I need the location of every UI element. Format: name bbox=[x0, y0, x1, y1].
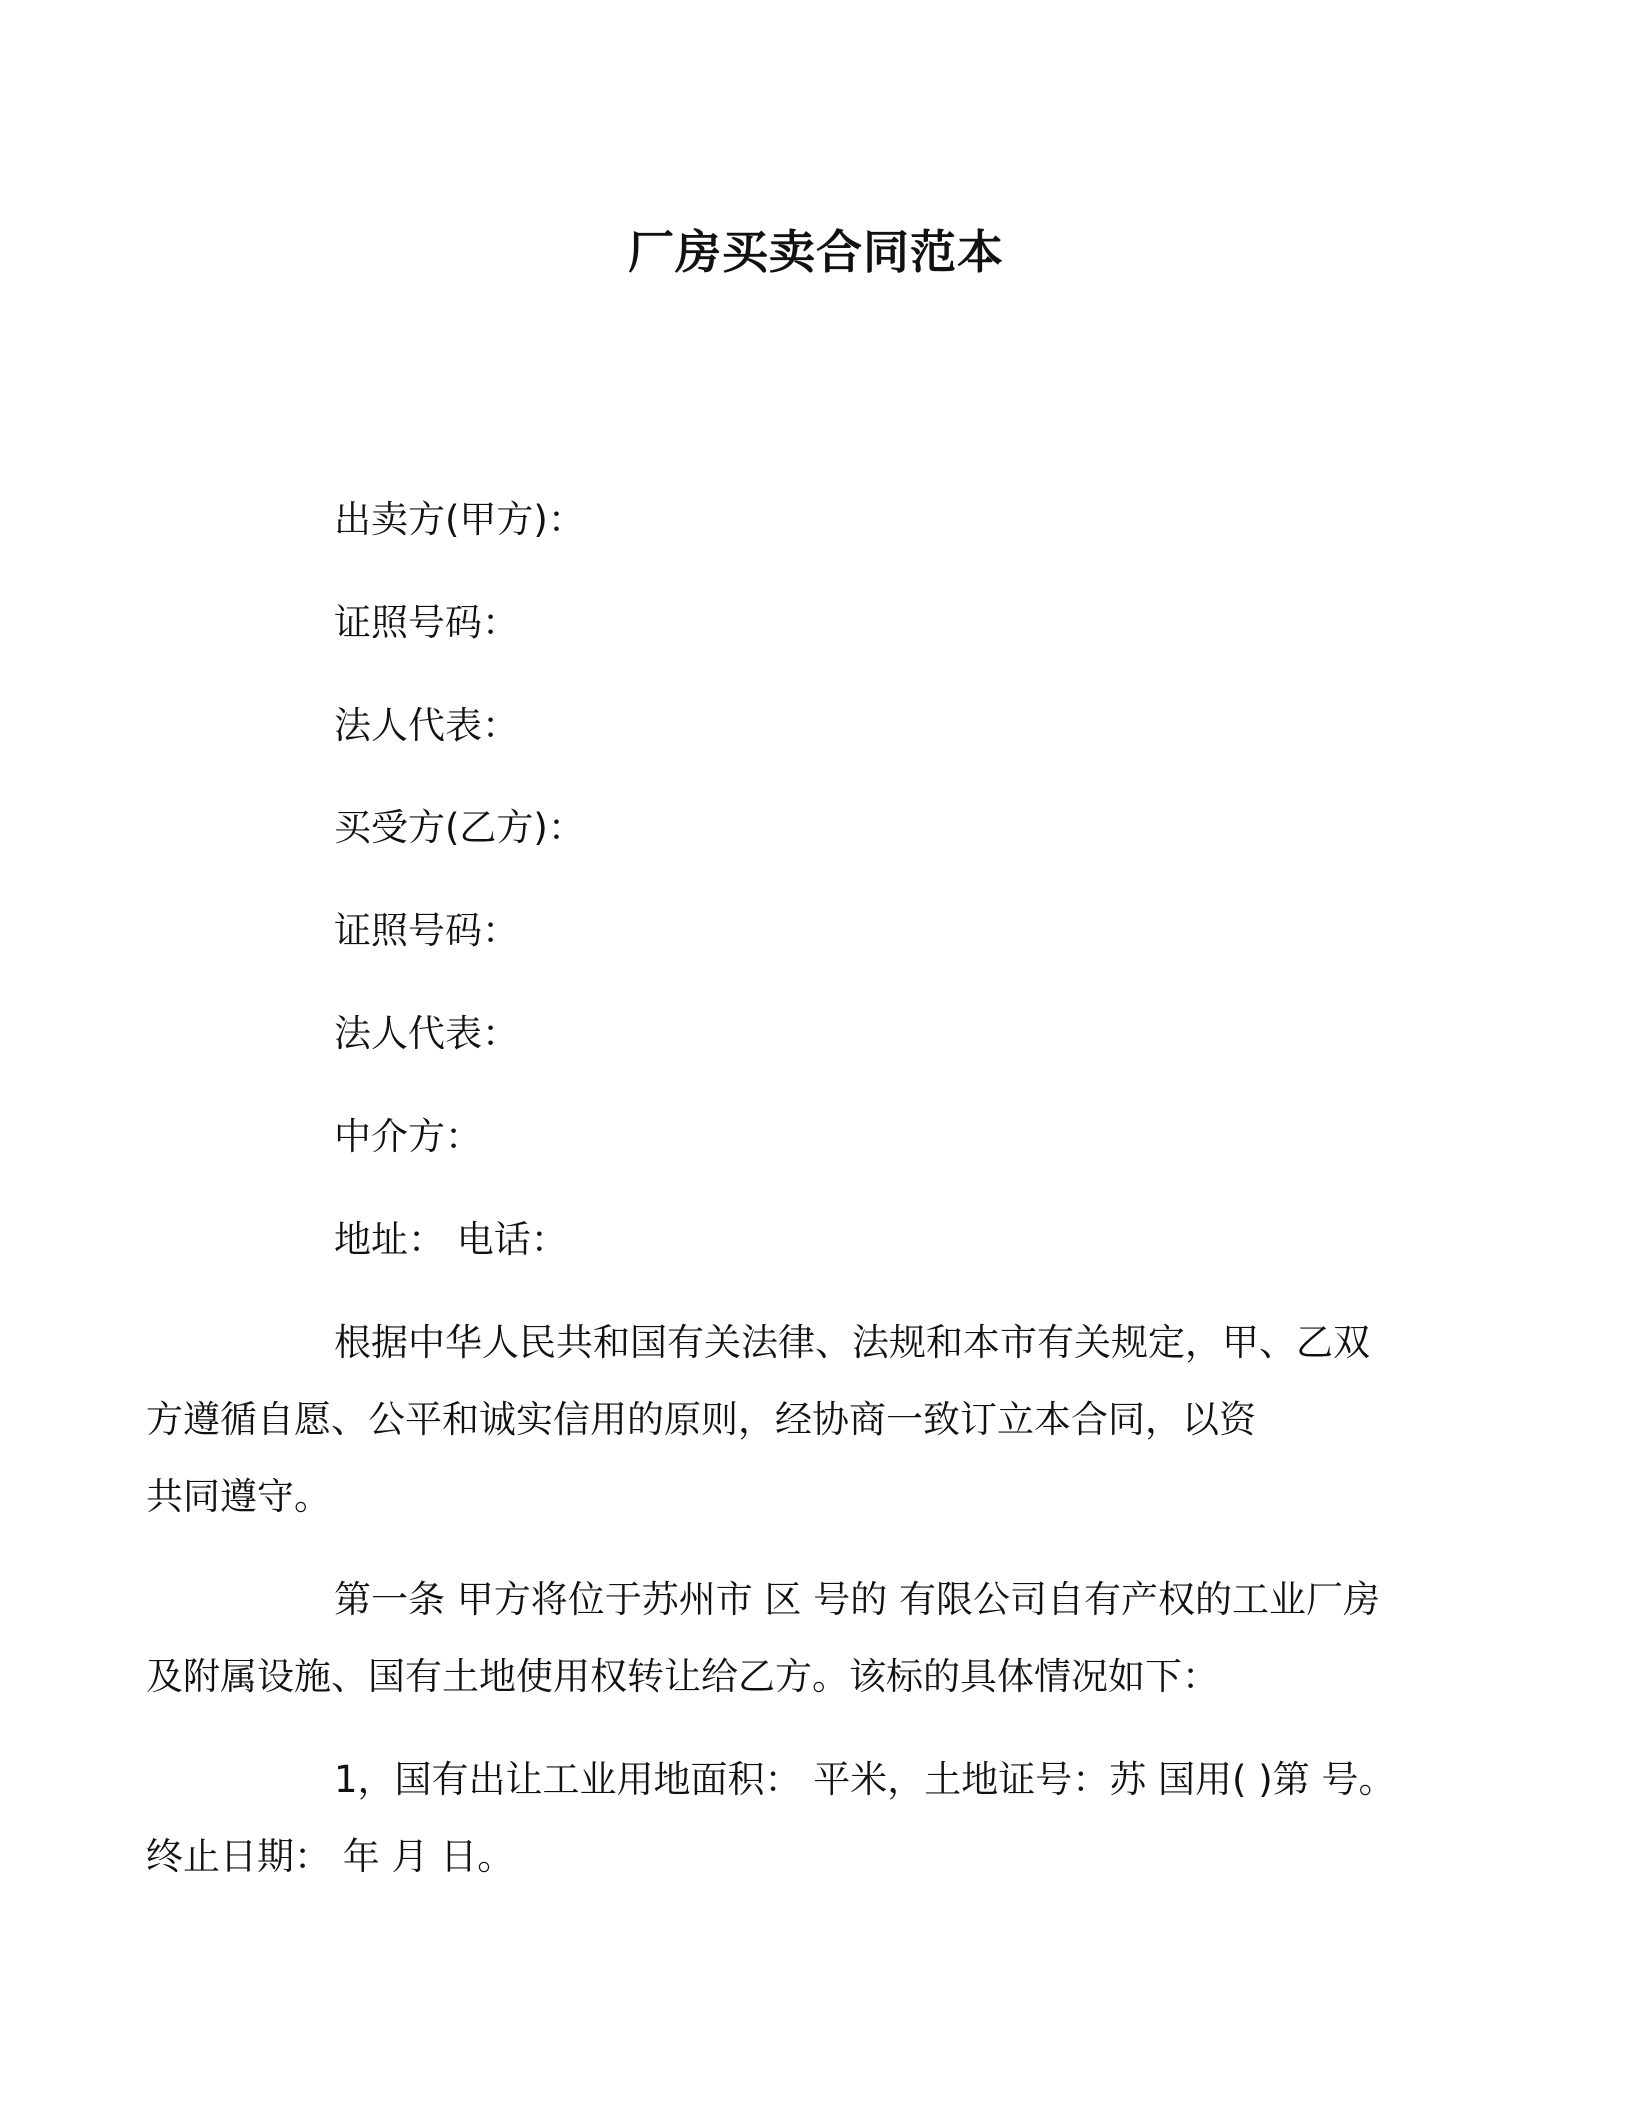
buyer-license-label: 证照号码： bbox=[334, 909, 519, 952]
item1-line: 终止日期： 年 月 日。 bbox=[146, 1835, 515, 1878]
seller-label: 出卖方(甲方)： bbox=[334, 498, 585, 541]
preamble-line: 共同遵守。 bbox=[146, 1475, 331, 1518]
preamble-line: 根据中华人民共和国有关法律、法规和本市有关规定，甲、乙双 bbox=[334, 1321, 1370, 1364]
seller-license-label: 证照号码： bbox=[334, 601, 519, 644]
document-title: 厂房买卖合同范本 bbox=[628, 225, 1004, 279]
article1-paragraph bbox=[146, 1561, 1381, 1715]
seller-legal-rep-label: 法人代表： bbox=[334, 704, 519, 747]
article1-line: 及附属设施、国有土地使用权转让给乙方。该标的具体情况如下： bbox=[146, 1655, 1219, 1698]
buyer-legal-rep-label: 法人代表： bbox=[334, 1012, 519, 1055]
item1-paragraph bbox=[146, 1741, 1396, 1895]
preamble-paragraph bbox=[146, 1304, 1380, 1535]
preamble-line: 方遵循自愿、公平和诚实信用的原则，经协商一致订立本合同，以资 bbox=[146, 1398, 1256, 1441]
item1-line: 1，国有出让工业用地面积： 平米，土地证号：苏 国用( )第 号。 bbox=[334, 1758, 1396, 1801]
agent-label: 中介方： bbox=[334, 1115, 482, 1158]
buyer-label: 买受方(乙方)： bbox=[334, 806, 585, 849]
article1-line: 第一条 甲方将位于苏州市 区 号的 有限公司自有产权的工业厂房 bbox=[334, 1578, 1381, 1621]
address-phone-label: 地址： 电话： bbox=[334, 1218, 568, 1261]
